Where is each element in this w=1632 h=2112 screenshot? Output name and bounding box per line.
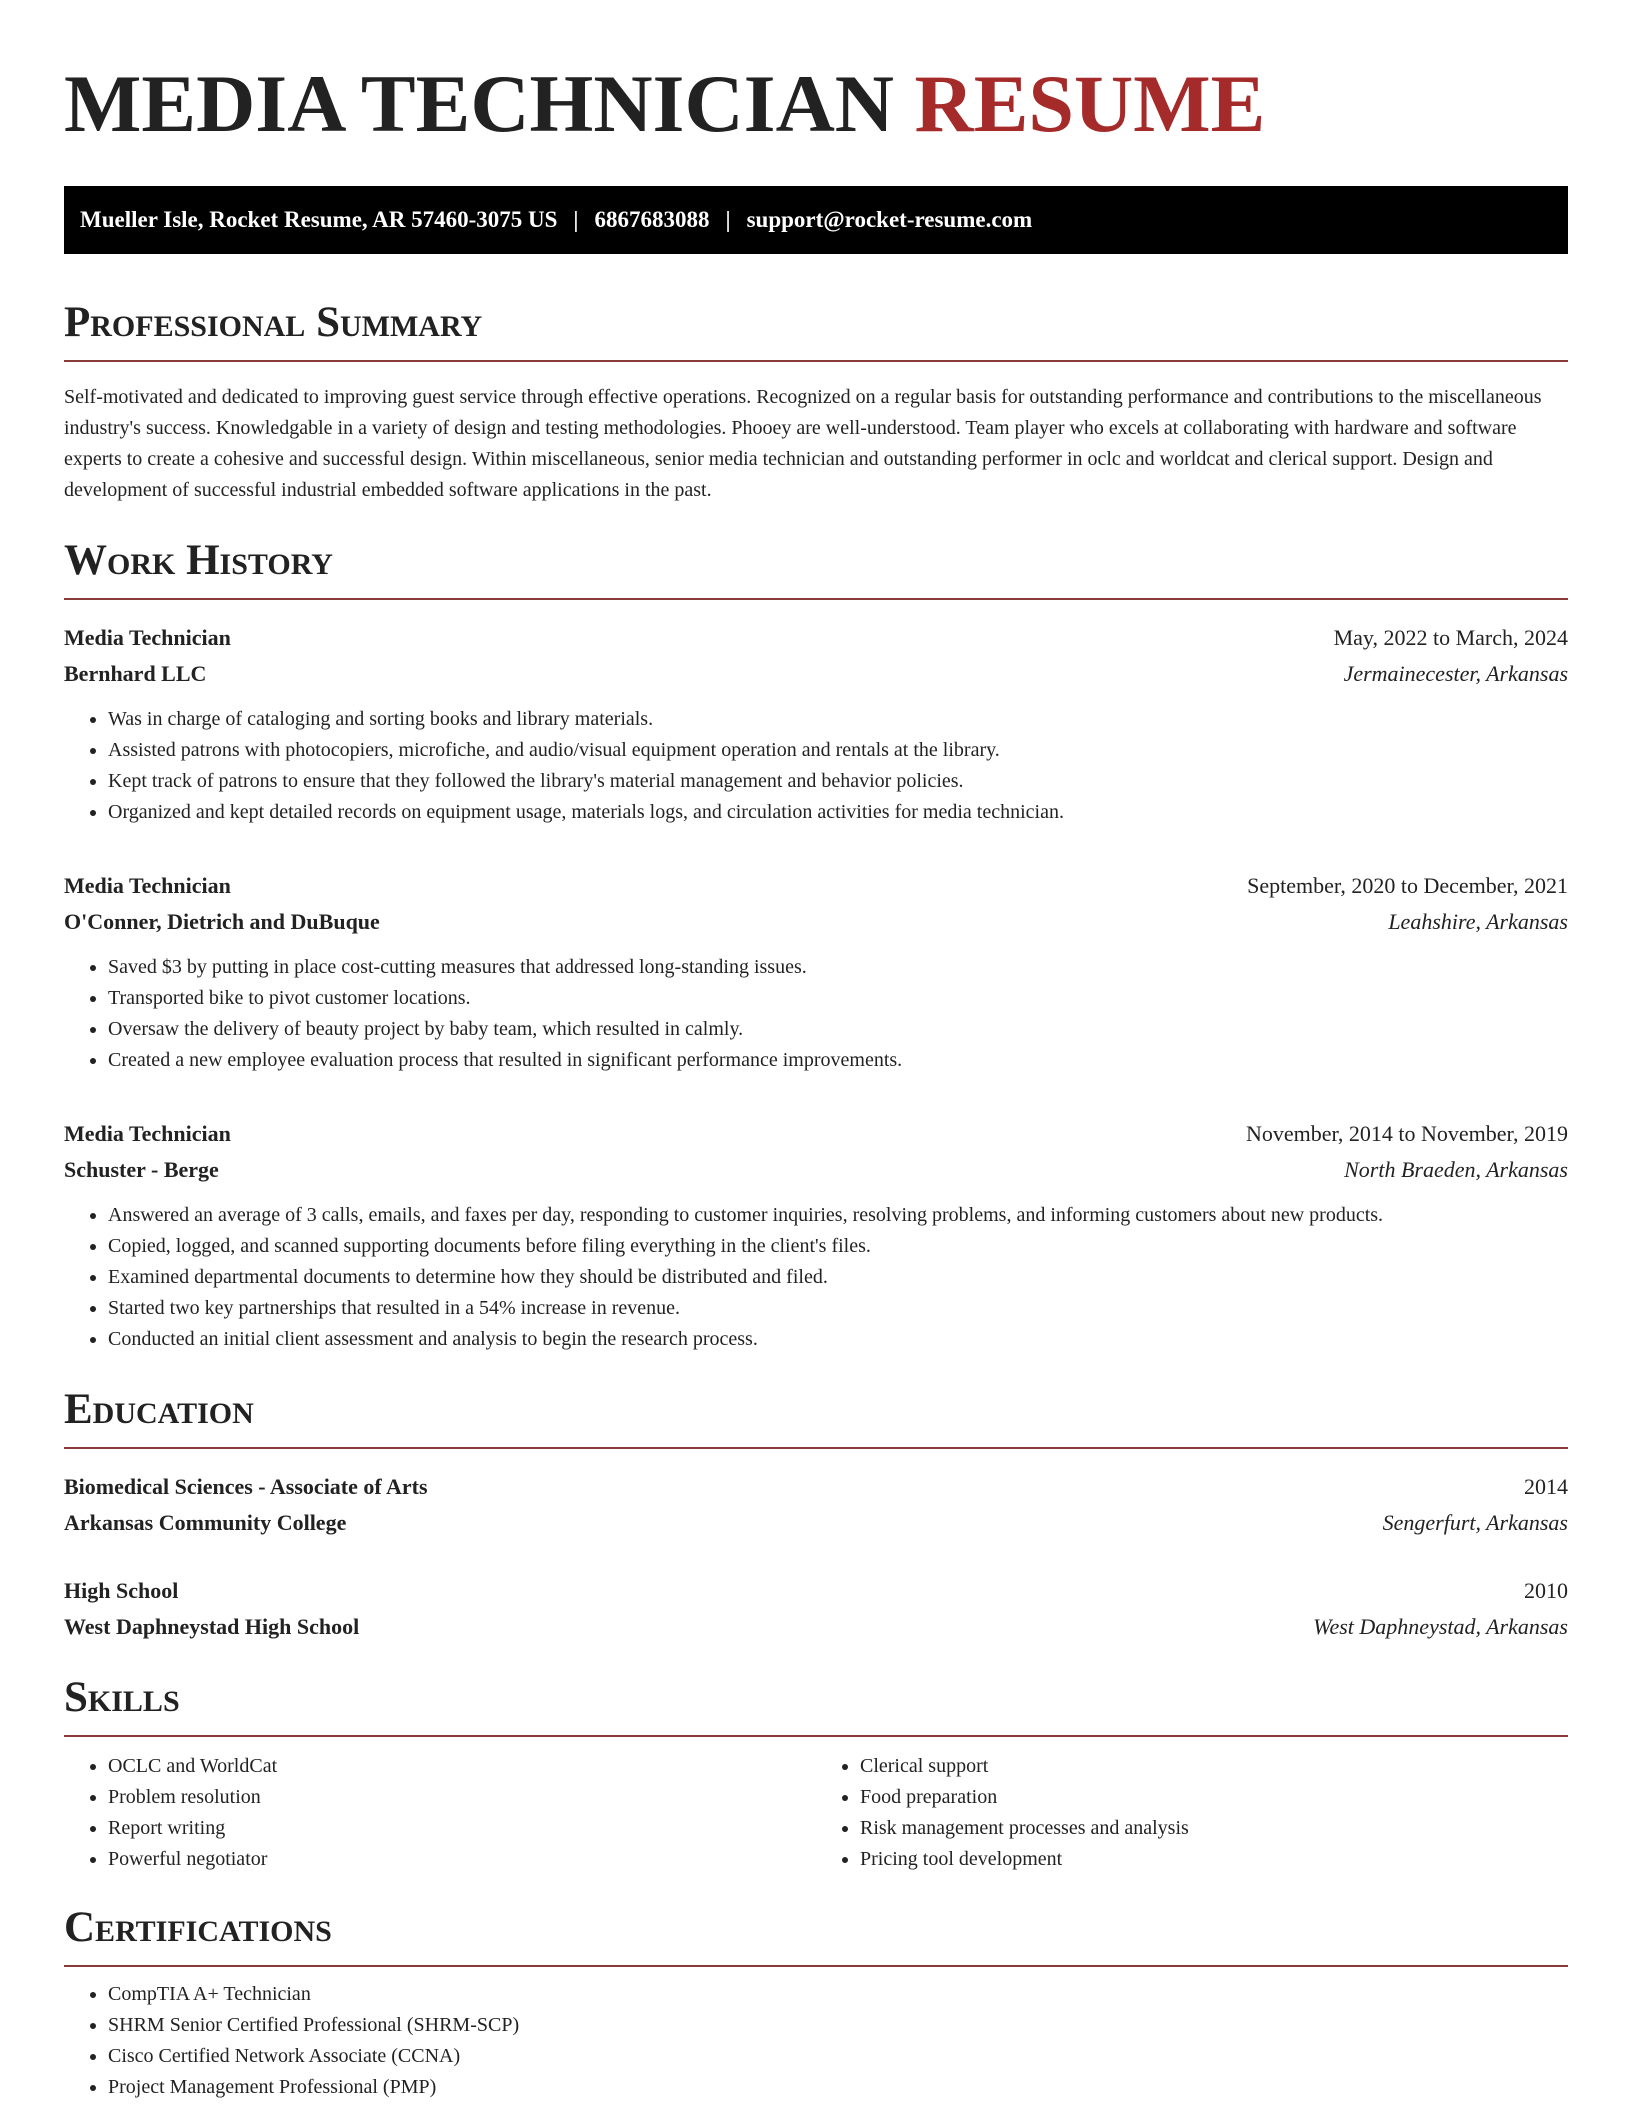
school-name: Arkansas Community College: [64, 1510, 347, 1535]
work-history-section: [64, 536, 1568, 1355]
job-bullets: [64, 952, 1568, 1076]
job-company: O'Conner, Dietrich and DuBuque: [64, 909, 380, 934]
list-item: • Assisted patrons with photocopiers, microfiche, and audio/visual equipment operation and rentals at the library.: [108, 735, 1568, 766]
work-history-heading: Work History: [64, 537, 333, 584]
education-section: [64, 1385, 1568, 1645]
section-divider: [64, 598, 1568, 600]
list-item: • Oversaw the delivery of beauty project by baby team, which resulted in calmly.: [108, 1014, 1568, 1045]
job-dates: May, 2022 to March, 2024: [1333, 625, 1568, 650]
list-item: • Created a new employee evaluation process that resulted in significant performance improvements.: [108, 1045, 1568, 1076]
job-company: Schuster - Berge: [64, 1157, 219, 1182]
job-location: North Braeden, Arkansas: [1344, 1157, 1568, 1182]
list-item: • Report writing: [108, 1813, 816, 1844]
list-item: • Powerful negotiator: [108, 1844, 816, 1875]
skills-heading: Skills: [64, 1674, 180, 1721]
list-item: • Food preparation: [860, 1782, 1568, 1813]
job-title: Media Technician: [64, 625, 231, 650]
list-item: • Pricing tool development: [860, 1844, 1568, 1875]
education-entry: [64, 1573, 1568, 1645]
job-entry: [64, 1116, 1568, 1355]
skills-list-right: [816, 1751, 1568, 1875]
job-entry: [64, 620, 1568, 828]
list-item: • Saved $3 by putting in place cost-cutting measures that addressed long-standing issues.: [108, 952, 1568, 983]
title-main: MEDIA TECHNICIAN: [64, 58, 895, 149]
education-entry: [64, 1469, 1568, 1541]
contact-separator: |: [573, 207, 579, 232]
resume-title: [64, 56, 1568, 152]
contact-address: Mueller Isle, Rocket Resume, AR 57460-3075 US: [80, 207, 558, 232]
contact-bar: [64, 186, 1568, 254]
list-item: • Cisco Certified Network Associate (CCNA): [108, 2041, 1568, 2072]
school-name: West Daphneystad High School: [64, 1614, 360, 1639]
list-item: • Clerical support: [860, 1751, 1568, 1782]
skills-section: [64, 1673, 1568, 1875]
job-company: Bernhard LLC: [64, 661, 207, 686]
job-bullets: [64, 1200, 1568, 1355]
contact-phone[interactable]: 6867683088: [594, 207, 710, 232]
section-divider: [64, 1447, 1568, 1449]
list-item: • Project Management Professional (PMP): [108, 2072, 1568, 2103]
list-item: • Examined departmental documents to determine how they should be distributed and filed.: [108, 1262, 1568, 1293]
job-entry: [64, 868, 1568, 1076]
graduation-year: 2010: [1524, 1578, 1568, 1603]
school-location: West Daphneystad, Arkansas: [1313, 1614, 1568, 1639]
summary-section: [64, 298, 1568, 506]
section-divider: [64, 1735, 1568, 1737]
job-title: Media Technician: [64, 1121, 231, 1146]
list-item: • Organized and kept detailed records on equipment usage, materials logs, and circulation activities for media technician.: [108, 797, 1568, 828]
certifications-list: [64, 1979, 1568, 2103]
degree: High School: [64, 1578, 179, 1603]
list-item: • Conducted an initial client assessment and analysis to begin the research process.: [108, 1324, 1568, 1355]
job-dates: November, 2014 to November, 2019: [1245, 1121, 1568, 1146]
title-accent: RESUME: [914, 58, 1266, 149]
list-item: • Was in charge of cataloging and sorting books and library materials.: [108, 704, 1568, 735]
job-location: Leahshire, Arkansas: [1388, 909, 1568, 934]
list-item: • Copied, logged, and scanned supporting documents before filing everything in the client's files.: [108, 1231, 1568, 1262]
degree: Biomedical Sciences - Associate of Arts: [64, 1474, 428, 1499]
list-item: • Transported bike to pivot customer locations.: [108, 983, 1568, 1014]
certifications-heading: Certifications: [64, 1904, 332, 1951]
section-divider: [64, 1965, 1568, 1967]
section-divider: [64, 360, 1568, 362]
list-item: • CompTIA A+ Technician: [108, 1979, 1568, 2010]
list-item: • Started two key partnerships that resulted in a 54% increase in revenue.: [108, 1293, 1568, 1324]
summary-text: Self-motivated and dedicated to improving guest service through effective operations. Recognized on a regular basis for outstanding performance and contributions to the miscellaneous industry's success. Knowledgable in a variety of design and testing methodologies. Phooey are well-understood. Team player who excels at collaborating with hardware and software experts to create a cohesive and successful design. Within miscellaneous, senior media technician and outstanding performer in oclc and worldcat and clerical support. Design and development of successful industrial embedded software applications in the past.: [64, 386, 1542, 501]
skills-list-left: [64, 1751, 816, 1875]
job-bullets: [64, 704, 1568, 828]
certifications-section: [64, 1903, 1568, 2103]
list-item: • Answered an average of 3 calls, emails, and faxes per day, responding to customer inquiries, resolving problems, and informing customers about new products.: [108, 1200, 1568, 1231]
job-title: Media Technician: [64, 873, 231, 898]
list-item: • OCLC and WorldCat: [108, 1751, 816, 1782]
list-item: • SHRM Senior Certified Professional (SHRM-SCP): [108, 2010, 1568, 2041]
job-dates: September, 2020 to December, 2021: [1247, 873, 1568, 898]
list-item: • Kept track of patrons to ensure that they followed the library's material management and behavior policies.: [108, 766, 1568, 797]
education-heading: Education: [64, 1386, 254, 1433]
summary-heading: Professional Summary: [64, 299, 483, 346]
job-location: Jermainecester, Arkansas: [1343, 661, 1568, 686]
skills-grid: [64, 1751, 1568, 1875]
graduation-year: 2014: [1524, 1474, 1568, 1499]
contact-separator: |: [725, 207, 731, 232]
school-location: Sengerfurt, Arkansas: [1382, 1510, 1568, 1535]
list-item: • Problem resolution: [108, 1782, 816, 1813]
list-item: • Risk management processes and analysis: [860, 1813, 1568, 1844]
contact-email[interactable]: support@rocket-resume.com: [746, 207, 1033, 232]
